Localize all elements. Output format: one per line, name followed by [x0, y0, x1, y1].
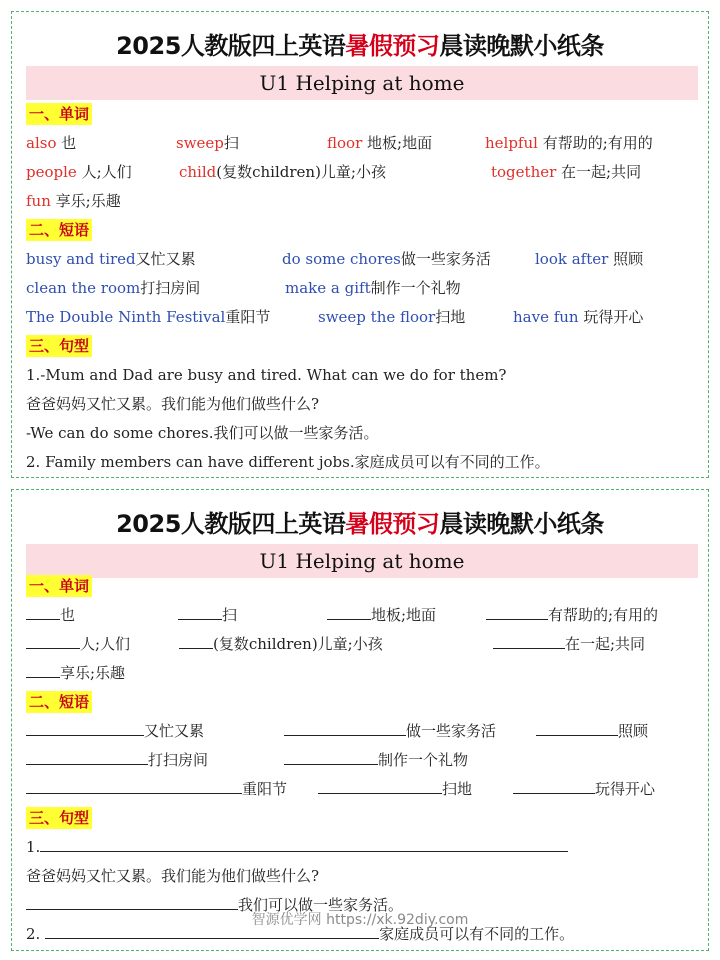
- section-phrases-header: 二、短语: [26, 691, 92, 713]
- unit-title: U1 Helping at home: [26, 66, 698, 100]
- title-suffix: 晨读晚默小纸条: [439, 510, 604, 538]
- phrase-blank: 玩得开心: [513, 778, 655, 800]
- word-item: child(复数children)儿童;小孩: [179, 163, 386, 181]
- sentence-line: 1.-Mum and Dad are busy and tired. What can we do for them?: [26, 366, 507, 384]
- title-prefix: 2025人教版四上英语: [116, 32, 346, 60]
- section-phrases-header: 二、短语: [26, 219, 92, 241]
- word-item: together 在一起;共同: [491, 163, 642, 181]
- phrase-blank: 重阳节: [26, 778, 287, 800]
- phrase-blank: 制作一个礼物: [284, 749, 468, 771]
- word-blank: (复数children)儿童;小孩: [179, 633, 383, 655]
- sentence-line: 爸爸妈妈又忙又累。我们能为他们做些什么?: [26, 395, 320, 413]
- word-blank: 在一起;共同: [493, 633, 645, 655]
- word-blank: 扫: [178, 604, 237, 626]
- phrase-item: The Double Ninth Festival重阳节: [26, 308, 271, 326]
- title-suffix: 晨读晚默小纸条: [439, 32, 604, 60]
- title-highlight: 暑假预习: [345, 32, 440, 60]
- phrase-item: look after 照顾: [535, 250, 644, 268]
- word-item: also 也: [26, 134, 77, 152]
- sentence-line: 爸爸妈妈又忙又累。我们能为他们做些什么?: [26, 867, 320, 885]
- watermark: 智源优学网 https://xk.92diy.com: [251, 912, 469, 928]
- card-title: [12, 504, 708, 539]
- word-item: people 人;人们: [26, 163, 132, 181]
- word-item: sweep扫: [176, 134, 239, 152]
- title-prefix: 2025人教版四上英语: [116, 510, 346, 538]
- phrase-item: sweep the floor扫地: [318, 308, 466, 326]
- card-title: [12, 26, 708, 61]
- sentence-blank: 1.: [26, 836, 568, 858]
- phrase-blank: 又忙又累: [26, 720, 204, 742]
- phrase-blank: 照顾: [536, 720, 648, 742]
- sentence-blank: 2. 家庭成员可以有不同的工作。: [26, 925, 575, 943]
- word-item: floor 地板;地面: [327, 134, 433, 152]
- phrase-item: have fun 玩得开心: [513, 308, 644, 326]
- section-words-header: 一、单词: [26, 103, 92, 125]
- word-blank: 享乐;乐趣: [26, 662, 125, 684]
- sentence-line: -We can do some chores.我们可以做一些家务活。: [26, 424, 379, 442]
- phrase-item: clean the room打扫房间: [26, 279, 201, 297]
- sentence-blank: 我们可以做一些家务活。: [26, 894, 403, 916]
- word-item: fun 享乐;乐趣: [26, 192, 121, 210]
- practice-card: [11, 489, 709, 951]
- section-words-header: 一、单词: [26, 575, 92, 597]
- word-blank: 也: [26, 604, 75, 626]
- answer-card: [11, 11, 709, 478]
- phrase-item: do some chores做一些家务活: [282, 250, 491, 268]
- word-item: helpful 有帮助的;有用的: [485, 134, 653, 152]
- section-sentences-header: 三、句型: [26, 807, 92, 829]
- word-blank: 人;人们: [26, 633, 130, 655]
- title-highlight: 暑假预习: [345, 510, 440, 538]
- phrase-item: make a gift制作一个礼物: [285, 279, 461, 297]
- phrase-item: busy and tired又忙又累: [26, 250, 196, 268]
- phrase-blank: 做一些家务活: [284, 720, 496, 742]
- section-sentences-header: 三、句型: [26, 335, 92, 357]
- word-blank: 地板;地面: [327, 604, 436, 626]
- phrase-blank: 打扫房间: [26, 749, 208, 771]
- word-blank: 有帮助的;有用的: [486, 604, 658, 626]
- sentence-line: 2. Family members can have different jobs.家庭成员可以有不同的工作。: [26, 453, 550, 471]
- phrase-blank: 扫地: [318, 778, 472, 800]
- unit-title: U1 Helping at home: [26, 544, 698, 578]
